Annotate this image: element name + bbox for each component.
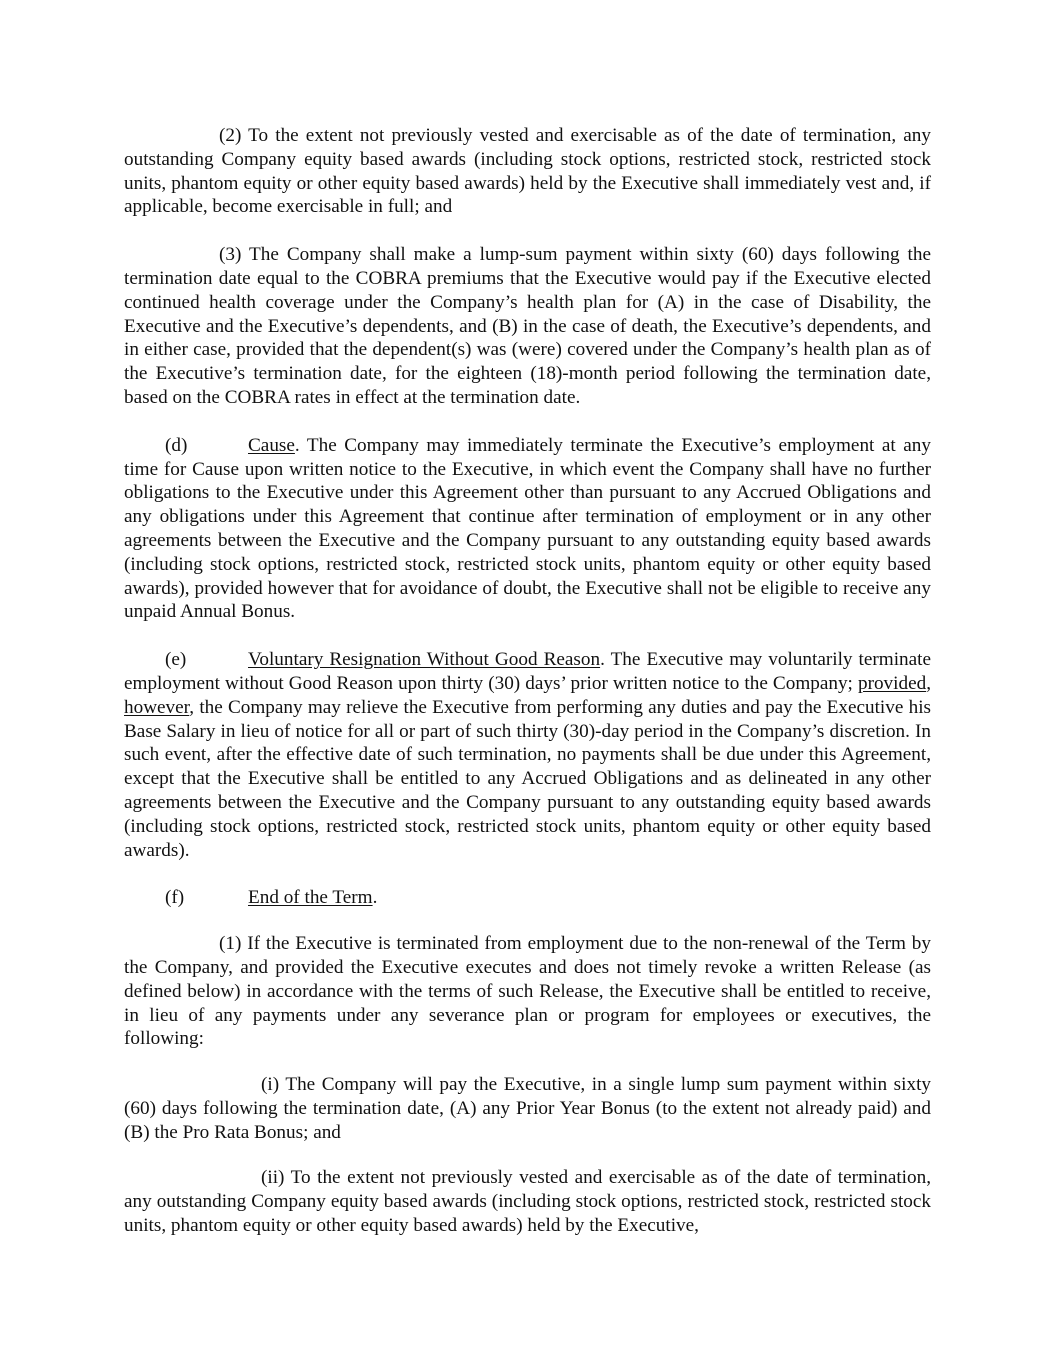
paragraph-2-equity-vesting: (2) To the extent not previously vested and exercisable as of the date of termination, any outstanding Company equity based awards (including stock options, restricted stock, restricted stock units, phantom equity or other equity based awards) held by the Executive shall immediately vest and, if applicable, become exercisable in full; and (124, 125, 931, 218)
section-d-label: (d) (165, 434, 188, 456)
paragraph-3-cobra-payment: (3) The Company shall make a lump-sum payment within sixty (60) days following the termination date equal to the COBRA premiums that the Executive would pay if the Executive elected continued health coverage under the Company’s health plan for (A) in the case of Disability, the Executive and the Executive’s dependents, and (B) in the case of death, the Executive’s dependents, and in either case, provided that the dependent(s) was (were) covered under the Company’s health plan as of the Executive’s termination date, for the eighteen (18)-month period following the termination date, based on the COBRA rates in effect at the termination date. (124, 244, 931, 408)
section-e-heading: Voluntary Resignation Without Good Reason (248, 649, 601, 671)
section-f-heading-suffix: . (372, 887, 378, 909)
section-e-voluntary-resignation (124, 648, 931, 862)
section-f-subparagraph-ii: (ii) To the extent not previously vested and exercisable as of the date of termination, any outstanding Company equity based awards (including stock options, restricted stock, restricted stock units, phantom equity or other equity based awards) held by the Executive, (124, 1167, 931, 1237)
section-e-body-part-1: The Executive may voluntarily terminate employment without Good Reason upon thirty (30) days’ prior written notice to the Company; (124, 649, 931, 694)
section-d-body: The Company may immediately terminate the Executive’s employment at any time for Cause upon written notice to the Executive, in which event the Company shall have no further obligations to the Executive under this Agreement other than pursuant to any Accrued Obligations and any obligations under this Agreement that continue after termination of employment or in any other agreements between the Executive and the Company pursuant to any outstanding equity based awards (including stock options, restricted stock, restricted stock units, phantom equity or other equity based awards), provided however that for avoidance of doubt, the Executive shall not be eligible to receive any unpaid Annual Bonus. (124, 434, 931, 623)
document-page (124, 124, 931, 1238)
section-d-heading: Cause (248, 434, 295, 456)
section-d-cause (124, 434, 931, 624)
section-d-heading-suffix: . (294, 434, 300, 456)
section-e-however-term: however (124, 696, 190, 718)
section-e-provided-term: provided (857, 672, 927, 694)
section-f-paragraph-1: (1) If the Executive is terminated from employment due to the non-renewal of the Term by the Company, and provided the Executive executes and does not timely revoke a written Release (as defined below) in accordance with the terms of such Release, the Executive shall be entitled to receive, in lieu of any payments under any severance plan or program for employees or executives, the following: (124, 933, 931, 1050)
section-e-heading-suffix: . (600, 649, 605, 671)
section-e-comma: , (926, 672, 931, 694)
section-f-label: (f) (165, 887, 185, 909)
section-e-body-part-2: , the Company may relieve the Executive from performing any duties and pay the Executive his Base Salary in lieu of notice for all or part of such thirty (30)-day period in the Company’s discretion. In such event, after the effective date of such termination, no payments shall be due under this Agreement, except that the Executive shall be entitled to any Accrued Obligations and as delineated in any other agreements between the Executive and the Company pursuant to any outstanding equity based awards (including stock options, restricted stock, restricted stock units, phantom equity or other equity based awards). (124, 696, 931, 861)
section-e-label: (e) (165, 649, 187, 671)
section-f-heading: End of the Term (248, 887, 373, 909)
section-f-subparagraph-i: (i) The Company will pay the Executive, in a single lump sum payment within sixty (60) days following the termination date, (A) any Prior Year Bonus (to the extent not already paid) and (B) the Pro Rata Bonus; and (124, 1074, 931, 1143)
section-f-heading-line (124, 886, 931, 910)
